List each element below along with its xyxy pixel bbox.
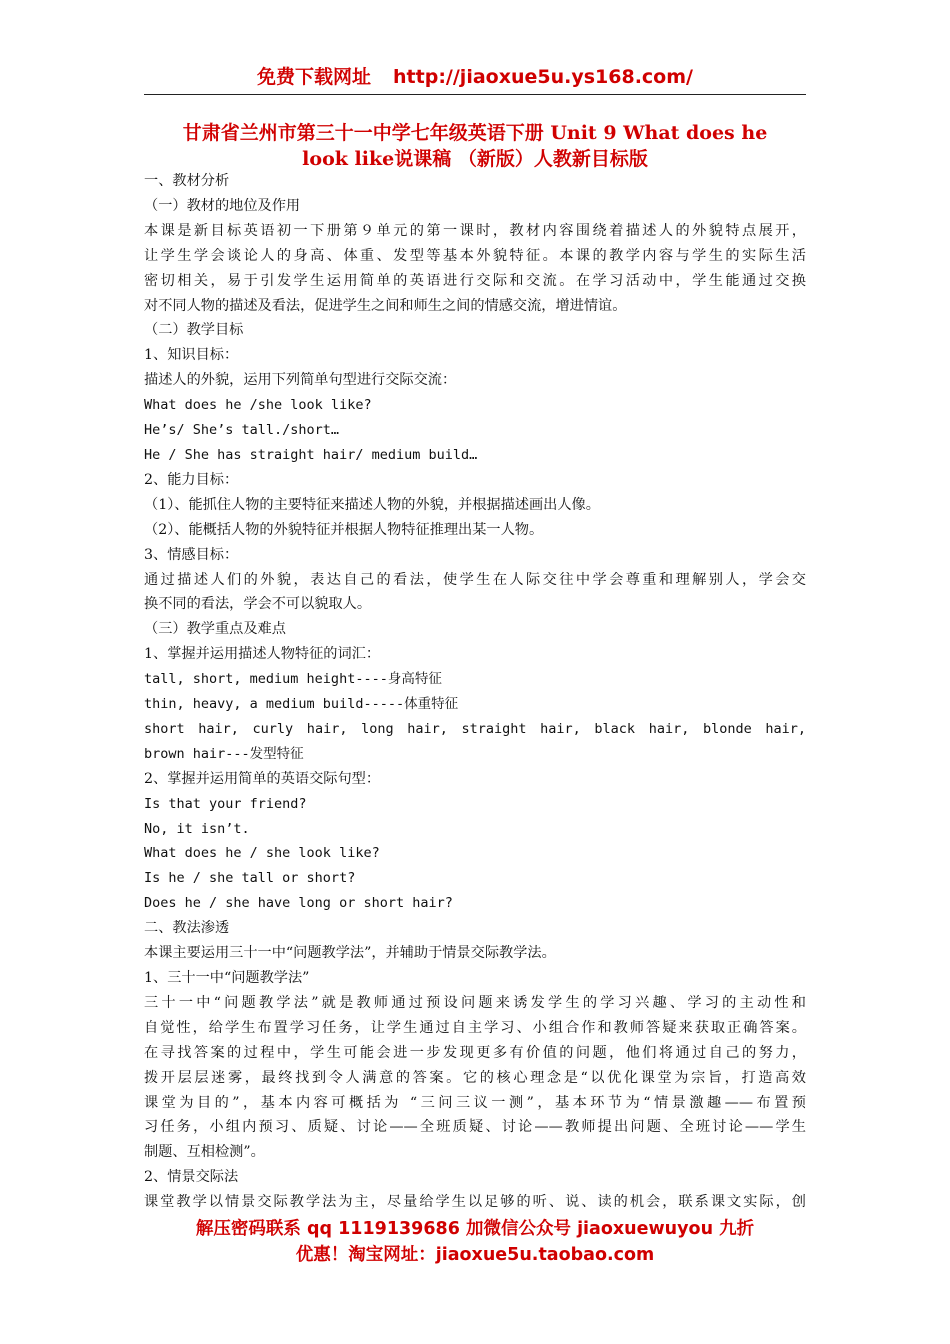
paragraph-line: 习任务，小组内预习、质疑、讨论——全班质疑、讨论——教师提出问题、全班讨论——学生 (144, 1119, 806, 1136)
paragraph-line: 本课是新目标英语初一下册第９单元的第一课时，教材内容围绕着描述人的外貌特点展开， (144, 222, 806, 239)
vocab-line: tall, short, medium height----身高特征 (144, 671, 442, 688)
goal-heading: 3、情感目标： (144, 546, 239, 563)
paragraph-line: 对不同人物的描述及看法，促进学生之间和师生之间的情感交流，增进情谊。 (144, 297, 627, 314)
paragraph-line: 让学生学会谈论人的身高、体重、发型等基本外貌特征。本课的教学内容与学生的实际生活 (144, 247, 806, 264)
vocab-line: brown hair---发型特征 (144, 745, 304, 762)
footer-promo (144, 1216, 806, 1268)
document-body (144, 169, 806, 1215)
goal-intro: 描述人的外貌，运用下列简单句型进行交际交流： (144, 372, 457, 389)
paragraph-line: 三十一中“问题教学法”就是教师通过预设问题来诱发学生的学习兴趣、学习的主动性和 (144, 994, 806, 1011)
paragraph-line: 密切相关，易于引发学生运用简单的英语进行交际和交流。在学习活动中，学生能通过交换 (144, 272, 806, 289)
subsection-heading: （三）教学重点及难点 (144, 621, 286, 638)
sentence-pattern: What does he /she look like? (144, 397, 372, 414)
subsection-heading: （二）教学目标 (144, 322, 244, 339)
footer-line-2: 优惠！淘宝网址：jiaoxue5u.taobao.com (295, 1245, 655, 1265)
paragraph-line: 通过描述人们的外貌，表达自己的看法，使学生在人际交往中学会尊重和理解别人，学会交 (144, 571, 806, 588)
method-heading: 1、三十一中“问题教学法” (144, 970, 310, 986)
footer-line-1: 解压密码联系 qq 1119139686 加微信公众号 jiaoxuewuyou 九折 (195, 1219, 755, 1239)
section-heading: 二、教法渗透 (144, 920, 230, 937)
goal-item: （1）、能抓住人物的主要特征来描述人物的外貌，并根据描述画出人像。 (144, 496, 600, 513)
paragraph-line: 拨开层层迷雾，最终找到令人满意的答案。它的核心理念是“以优化课堂为宗旨，打造高效 (144, 1069, 806, 1086)
goal-item: （2）、能概括人物的外貌特征并根据人物特征推理出某一人物。 (144, 521, 544, 538)
subsection-heading: （一）教材的地位及作用 (144, 197, 301, 214)
download-header (144, 62, 806, 89)
dialogue-line: No, it isn’t. (144, 820, 250, 837)
paragraph-line: 课堂教学以情景交际教学法为主，尽量给学生以足够的听、说、读的机会，联系课文实际，创 (144, 1194, 806, 1211)
key-heading: 2、掌握并运用简单的英语交际句型： (144, 770, 381, 787)
header-rule (144, 94, 806, 95)
section-heading: 一、教材分析 (144, 173, 230, 189)
site-url-link[interactable]: http://jiaoxue5u.ys168.com/ (393, 66, 693, 88)
paragraph-line: 在寻找答案的过程中，学生可能会进一步发现更多有价值的问题，他们将通过自己的努力， (144, 1044, 806, 1061)
paragraph-line: 自觉性，给学生布置学习任务，让学生通过自主学习、小组合作和教师答疑来获取正确答案。 (144, 1019, 806, 1036)
method-heading: 2、情景交际法 (144, 1169, 239, 1186)
goal-heading: 1、知识目标： (144, 347, 239, 364)
document-title (144, 120, 806, 172)
sentence-pattern: He / She has straight hair/ medium build… (144, 446, 478, 463)
dialogue-line: What does he / she look like? (144, 845, 380, 862)
paragraph-line: 本课主要运用三十一中“问题教学法”，并辅助于情景交际教学法。 (144, 945, 556, 962)
site-label: 免费下载网址 (257, 66, 372, 88)
dialogue-line: Is that your friend? (144, 795, 307, 812)
paragraph-line: 制题、互相检测”。 (144, 1144, 265, 1161)
dialogue-line: Is he / she tall or short? (144, 870, 356, 887)
title-line-1: 甘肃省兰州市第三十一中学七年级英语下册 Unit 9 What does he (182, 122, 768, 144)
vocab-line: short hair, curly hair, long hair, straight hair, black hair, blonde hair, (144, 720, 806, 737)
key-heading: 1、掌握并运用描述人物特征的词汇： (144, 646, 381, 663)
vocab-line: thin, heavy, a medium build-----体重特征 (144, 696, 459, 713)
sentence-pattern: He’s/ She’s tall./short… (144, 422, 340, 439)
goal-heading: 2、能力目标： (144, 471, 239, 488)
dialogue-line: Does he / she have long or short hair? (144, 895, 453, 912)
paragraph-line: 换不同的看法，学会不可以貌取人。 (144, 596, 372, 613)
title-line-2: look like说课稿 （新版）人教新目标版 (302, 148, 648, 170)
paragraph-line: 课堂为目的”，基本内容可概括为 “三问三议一测”，基本环节为“情景激趣——布置预 (144, 1094, 806, 1111)
